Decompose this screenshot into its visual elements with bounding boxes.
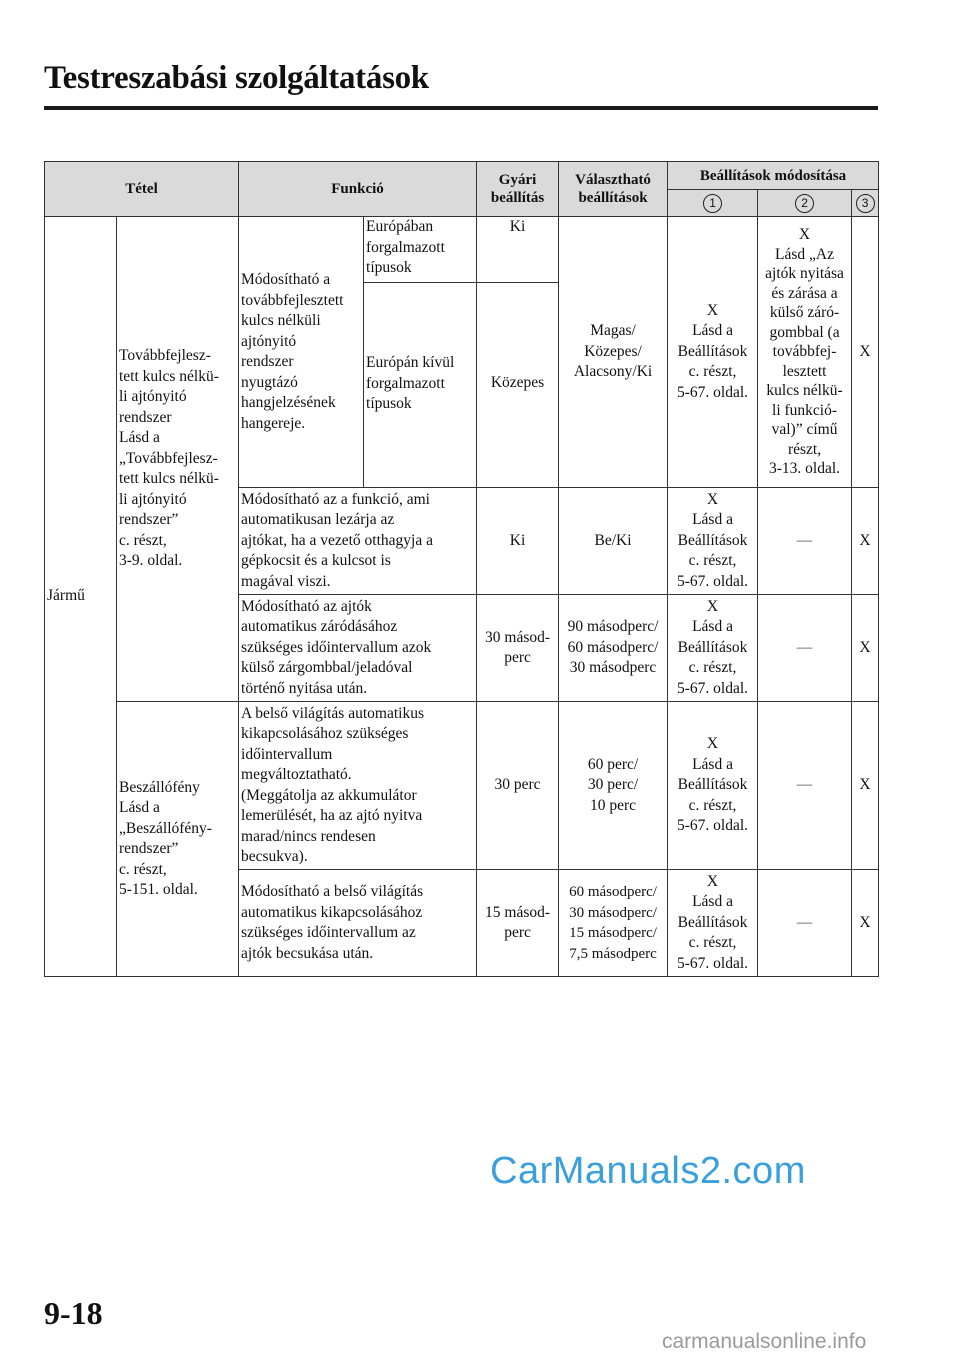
header-row [45,162,879,190]
method-1-cell: X Lásd a Beállítások c. részt, 5-67. oldal. [668,702,758,870]
method-2-cell: — [758,702,852,870]
circled-number-1-icon: 1 [703,194,722,213]
method-3-cell: X [852,217,879,488]
region-cell: Európán kívül forgalmazott típusok [364,283,477,488]
options-cell: Magas/ Közepes/ Alacsony/Ki [559,217,668,488]
footer-brand: carmanualsonline.info [662,1330,867,1353]
table-row [45,702,879,870]
header-function: Funkció [239,162,477,217]
method-2-cell: — [758,595,852,702]
options-cell: Be/Ki [559,488,668,595]
method-3-cell: X [852,488,879,595]
method-3-cell: X [852,595,879,702]
item-cell: Továbbfejlesz- tett kulcs nélkü- li ajtónyitó rendszer Lásd a „Továbbfejlesz- tett kulcs nélkü- li ajtónyitó rendszer” c. részt, 3-9. oldal. [117,217,239,702]
options-cell: 60 másodperc/ 30 másodperc/ 15 másodperc/ 7,5 másodperc [559,870,668,977]
category-cell: Jármű [45,217,117,977]
table-row [45,217,879,283]
method-3-cell: X [852,702,879,870]
item-cell: Beszállófény Lásd a „Beszállófény- rendszer” c. részt, 5-151. oldal. [117,702,239,977]
function-cell: Módosítható az a funkció, ami automatikusan lezárja az ajtókat, ha a vezető otthagyja a gépkocsit és a kulcsot is magával viszi. [239,488,477,595]
factory-cell: 15 másod- perc [477,870,559,977]
function-cell: Módosítható az ajtók automatikus záródásához szükséges időintervallum azok külső zárgombbal/jeladóval történő nyitása után. [239,595,477,702]
method-2-cell: — [758,488,852,595]
function-cell: Módosítható a továbbfejlesztett kulcs nélküli ajtónyitó rendszer nyugtázó hangjelzésének hangereje. [239,217,364,488]
method-3-cell: X [852,870,879,977]
customization-table [44,161,879,977]
method-2-cell: X Lásd „Az ajtók nyitása és zárása a külső záró- gombbal (a továbbfej- lesztett kulcs nélkü- li funkció- val)” című részt, 3-13. oldal. [758,217,852,488]
page-title: Testreszabási szolgáltatások [44,60,429,96]
title-divider [44,106,878,110]
options-cell: 60 perc/ 30 perc/ 10 perc [559,702,668,870]
factory-cell: 30 perc [477,702,559,870]
header-method-2 [758,190,852,217]
header-change-settings: Beállítások módosítása [668,162,879,190]
method-1-cell: X Lásd a Beállítások c. részt, 5-67. oldal. [668,217,758,488]
factory-cell: Ki [477,217,559,283]
page-number: 9-18 [44,1295,103,1331]
header-factory-setting: Gyári beállítás [477,162,559,217]
region-cell: Európában forgalmazott típusok [364,217,477,283]
method-1-cell: X Lásd a Beállítások c. részt, 5-67. oldal. [668,870,758,977]
header-method-3 [852,190,879,217]
options-cell: 90 másodperc/ 60 másodperc/ 30 másodperc [559,595,668,702]
function-cell: Módosítható a belső világítás automatikus kikapcsolásához szükséges időintervallum az ajtók becsukása után. [239,870,477,977]
header-available-settings: Választható beállítások [559,162,668,217]
method-1-cell: X Lásd a Beállítások c. részt, 5-67. oldal. [668,488,758,595]
method-1-cell: X Lásd a Beállítások c. részt, 5-67. oldal. [668,595,758,702]
header-item: Tétel [45,162,239,217]
factory-cell: Ki [477,488,559,595]
watermark-text: CarManuals2.com [490,1150,806,1192]
factory-cell: 30 másod- perc [477,595,559,702]
method-2-cell: — [758,870,852,977]
function-cell: A belső világítás automatikus kikapcsolásához szükséges időintervallum megváltoztatható. (Meggátolja az akkumulátor lemerülését, ha az ajtó nyitva marad/nincs rendesen becsukva). [239,702,477,870]
header-method-1 [668,190,758,217]
factory-cell: Közepes [477,283,559,488]
circled-number-3-icon: 3 [856,194,875,213]
circled-number-2-icon: 2 [795,194,814,213]
